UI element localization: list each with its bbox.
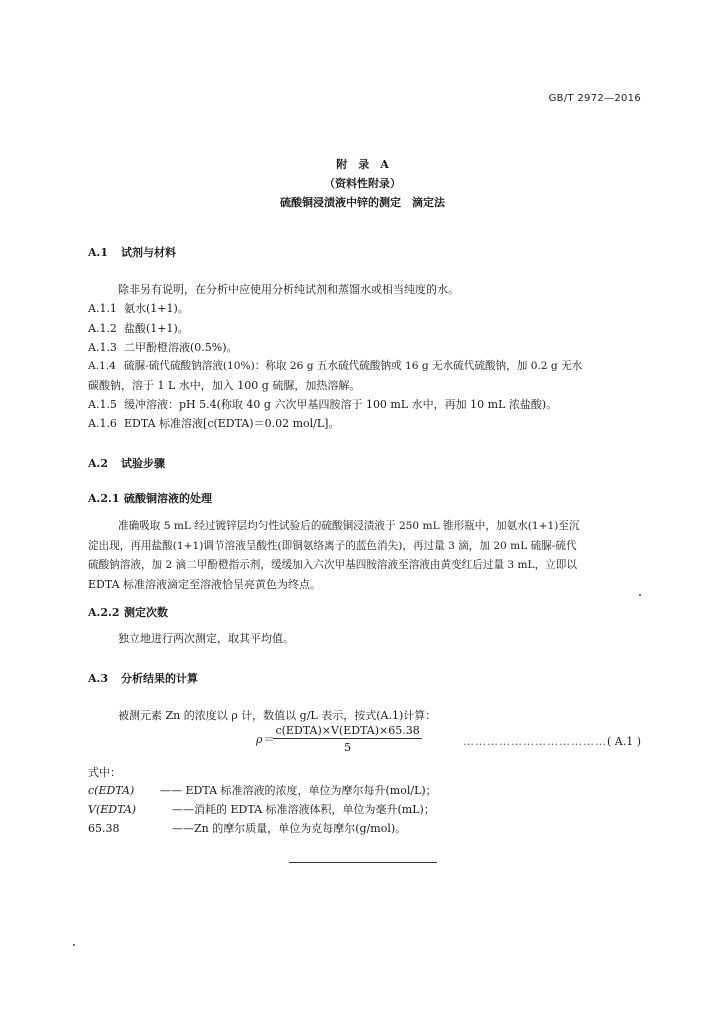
section-title: 试验步骤 bbox=[121, 457, 165, 470]
definition-c-edta bbox=[88, 782, 437, 798]
item-text: EDTA 标准溶液[c(EDTA)＝0.02 mol/L]。 bbox=[124, 417, 340, 430]
a21-line-2: 淀出现，再用盐酸(1+1)调节溶液呈酸性(即铜氨络离子的蓝色消失)，再过量 3 滴，加 20 mL 硫脲-硫代 bbox=[88, 540, 577, 552]
section-number: A.2 bbox=[88, 457, 109, 470]
annex-title: 附 录 A bbox=[336, 158, 389, 171]
definition-text: ——消耗的 EDTA 标准溶液体积，单位为毫升(mL)； bbox=[172, 803, 435, 816]
formula-lhs: ρ＝ bbox=[256, 733, 274, 746]
subsection-title: 硫酸铜溶液的处理 bbox=[124, 492, 212, 505]
annex-heading: 硫酸铜浸渍液中锌的测定 滴定法 bbox=[280, 196, 445, 209]
a21-line-4: EDTA 标准溶液滴定至溶液恰呈亮黄色为终点。 bbox=[88, 578, 322, 591]
item-number: A.1.1 bbox=[88, 302, 117, 315]
item-a1-6 bbox=[88, 415, 339, 431]
item-number: A.1.2 bbox=[88, 322, 117, 335]
standard-number: GB/T 2972—2016 bbox=[548, 93, 641, 104]
section-title: 分析结果的计算 bbox=[121, 672, 198, 685]
formula-fraction bbox=[273, 724, 421, 754]
item-number: A.1.3 bbox=[88, 341, 117, 354]
where-label: 式中： bbox=[88, 766, 121, 779]
section-a1-heading bbox=[88, 244, 176, 260]
section-a3-heading bbox=[88, 670, 198, 686]
item-text: 缓冲溶液：pH 5.4(称取 40 g 六次甲基四胺溶于 100 mL 水中，再加 10 mL 浓盐酸)。 bbox=[124, 398, 558, 411]
section-a2-heading bbox=[88, 455, 165, 471]
section-title: 试剂与材料 bbox=[121, 246, 176, 259]
equation-number bbox=[463, 735, 641, 748]
item-number: A.1.5 bbox=[88, 398, 117, 411]
item-a1-3 bbox=[88, 339, 238, 355]
item-text: 硫脲-硫代硫酸钠溶液(10%)：称取 26 g 五水硫代硫酸钠或 16 g 无水硫代硫酸钠，加 0.2 g 无水 bbox=[124, 360, 583, 372]
leader-dots: ……………………………… bbox=[462, 735, 607, 748]
item-a1-5 bbox=[88, 396, 557, 412]
equation-tag: ( A.1 ) bbox=[606, 735, 641, 748]
item-a1-4 bbox=[88, 358, 582, 373]
item-number: A.1.6 bbox=[88, 417, 117, 430]
definition-text: ——Zn 的摩尔质量，单位为克每摩尔(g/mol)。 bbox=[172, 822, 407, 835]
item-text: 盐酸(1+1)。 bbox=[124, 322, 189, 335]
definition-symbol: c(EDTA) bbox=[88, 784, 135, 797]
definition-symbol: V(EDTA) bbox=[88, 803, 137, 816]
a1-intro: 除非另有说明，在分析中应使用分析纯试剂和蒸馏水或相当纯度的水。 bbox=[118, 283, 459, 296]
section-number: A.1 bbox=[88, 246, 109, 259]
item-a1-2 bbox=[88, 320, 189, 336]
item-number: A.1.4 bbox=[88, 360, 116, 372]
scan-speck bbox=[639, 594, 641, 596]
subsection-title: 测定次数 bbox=[124, 606, 168, 619]
item-a1-4-continued: 碳酸钠，溶于 1 L 水中，加入 100 g 硫脲，加热溶解。 bbox=[88, 379, 361, 392]
formula-a1 bbox=[256, 724, 422, 754]
a21-line-1: 准确吸取 5 mL 经过镀锌层均匀性试验后的硫酸铜浸渍液于 250 mL 锥形瓶中，加氨水(1+1)至沉 bbox=[118, 520, 580, 532]
definition-text: —— EDTA 标准溶液的浓度，单位为摩尔每升(mol/L)； bbox=[160, 784, 437, 797]
section-number: A.3 bbox=[88, 672, 109, 685]
definition-symbol: 65.38 bbox=[88, 822, 120, 835]
subsection-a21-heading bbox=[88, 490, 212, 506]
subsection-number: A.2.2 bbox=[88, 606, 120, 619]
subsection-number: A.2.1 bbox=[88, 492, 120, 505]
item-a1-1 bbox=[88, 300, 189, 316]
formula-denominator: 5 bbox=[344, 741, 352, 754]
annex-subtitle: （资料性附录） bbox=[324, 177, 401, 190]
definition-molar-mass bbox=[88, 820, 406, 836]
item-text: 氨水(1+1)。 bbox=[124, 302, 189, 315]
a22-text: 独立地进行两次测定，取其平均值。 bbox=[118, 632, 294, 645]
subsection-a22-heading bbox=[88, 604, 168, 620]
item-text: 二甲酚橙溶液(0.5%)。 bbox=[124, 341, 238, 354]
a21-line-3: 硫酸钠溶液，加 2 滴二甲酚橙指示剂，缓缓加入六次甲基四胺溶液至溶液由黄变红后过量 3 mL，立即以 bbox=[88, 559, 577, 571]
scan-speck bbox=[73, 944, 75, 946]
definition-v-edta bbox=[88, 801, 435, 817]
formula-numerator: c(EDTA)×V(EDTA)×65.38 bbox=[275, 724, 420, 737]
a3-intro: 被测元素 Zn 的浓度以 ρ 计，数值以 g/L 表示，按式(A.1)计算： bbox=[118, 709, 437, 722]
end-rule bbox=[289, 862, 437, 863]
